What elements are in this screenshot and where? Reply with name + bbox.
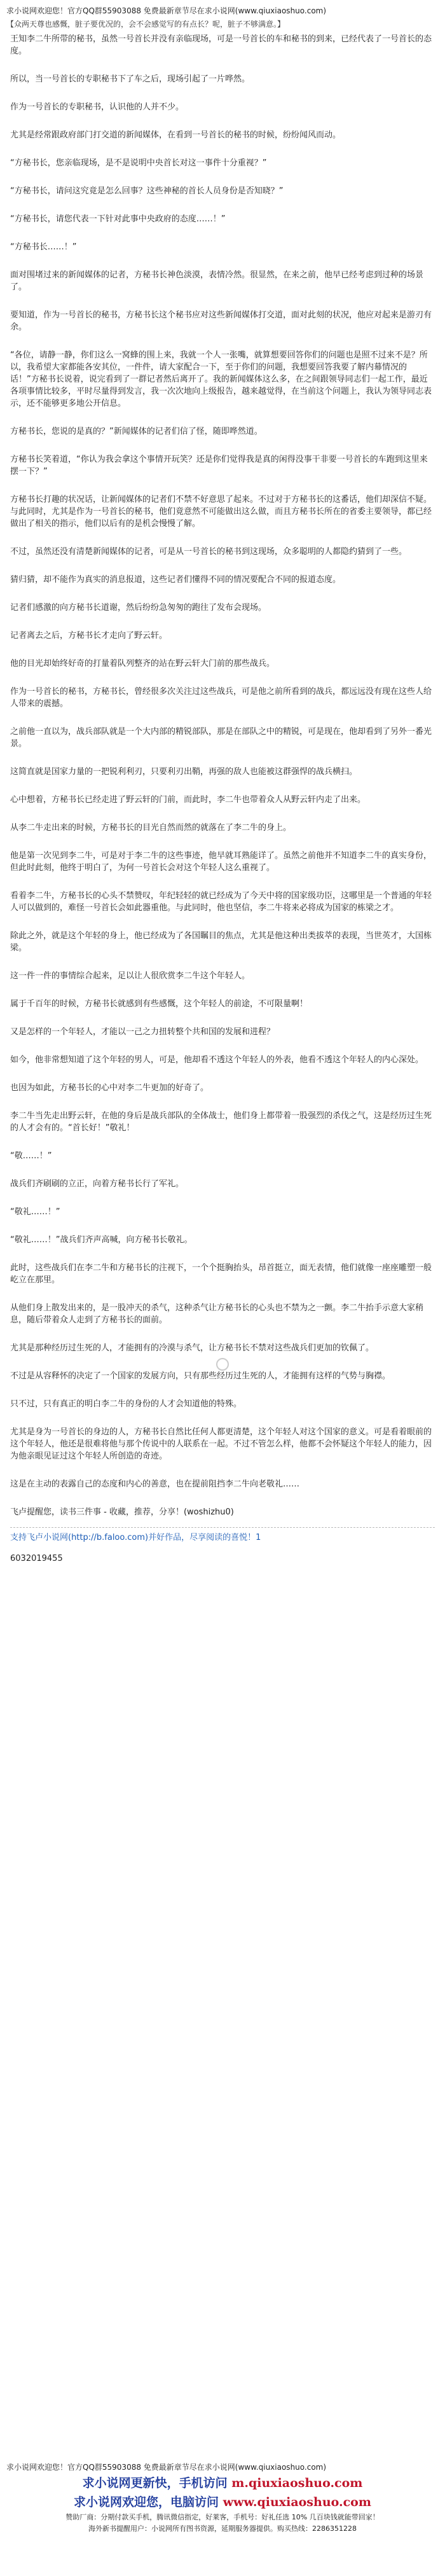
story-paragraph: 他的目光却始终好奇的打量着队列整齐的站在野云轩大门前的那些战兵。: [10, 659, 275, 668]
story-paragraph: “方秘书长，请问这究竟是怎么回事？这些神秘的首长人员身份是否知晓？”: [10, 186, 284, 196]
page-footer: [0, 2462, 445, 2535]
story-paragraph: 王知李二牛所带的秘书，虽然一号首长并没有亲临现场，可是一号首长的车和秘书的到来，已经代表了一号首长的态度。: [10, 34, 432, 56]
chapter-note: 【众两天尊也感慨，脏子要优况的，会不会感觉写的有点长？呢，脏子不够满意。】: [6, 20, 285, 29]
reading-tip: 飞卢提醒您，读书三件事 - 收藏，推荐，分享！(woshizhu0): [10, 1507, 234, 1517]
story-paragraph: “各位，请静一静，你们这么一窝蜂的围上来，我就一个人一张嘴，就算想要回答你们的问题也是照不过来不是？所以，我希望大家都能各安其位，一件件，请大家配合一下，至于你们的问题，我想要回答我要了解内幕情况的话！”方秘书长说着，说完看到了一群记者然后离开了。我的新闻媒体这么多，在之间跟领导同志们一起工作，最近各项事情比较多，平时尽量得到发言，我一次次地向上级报告，越来越觉得，在当前这个问题上，我认为领导同志表示，还不能够更多地公开信息。: [10, 350, 432, 408]
story-paragraph: 尤其是那种经历过生死的人，才能拥有的冷漠与杀气，让方秘书长不禁对这些战兵们更加的钦佩了。: [10, 1343, 374, 1353]
story-paragraph: “敬礼……！”战兵们齐声高喊，向方秘书长敬礼。: [10, 1235, 193, 1245]
story-paragraph: 从他们身上散发出来的，是一股冲天的杀气，这种杀气让方秘书长的心头也不禁为之一颤。李二牛抬手示意大家稍息，随后带着众人走到了方秘书长的面前。: [10, 1303, 424, 1325]
story-paragraph: 所以，当一号首长的专职秘书下了车之后，现场引起了一片哗然。: [10, 74, 250, 84]
story-paragraph: 也因为如此，方秘书长的心中对李二牛更加的好奇了。: [10, 1083, 209, 1093]
divider: [10, 1527, 435, 1528]
story-paragraph: 如今，他非常想知道了这个年轻的男人，可是，他却看不透这个年轻人的外表，他看不透这个年轻人的内心深处。: [10, 1055, 424, 1065]
story-paragraph: 从李二牛走出来的时候，方秘书长的目光自然而然的就落在了李二牛的身上。: [10, 823, 292, 833]
story-paragraph: 心中想着，方秘书长已经走进了野云轩的门前，而此时，李二牛也带着众人从野云轩内走了出来。: [10, 795, 366, 805]
story-paragraph: “方秘书长……！”: [10, 242, 77, 252]
story-paragraph: 方秘书长笑着道，“你认为我会拿这个事情开玩笑？还是你们觉得我是真的闲得没事干非要一号首长的车跑到这里来摆一下？”: [10, 455, 428, 476]
desktop-access-line: [6, 2493, 439, 2512]
story-paragraph: 这是在主动的表露自己的态度和内心的善意，也在提前阻挡李二牛向老敬礼……: [10, 1479, 300, 1489]
desktop-access-link[interactable]: www.qiuxiaoshuo.com: [222, 2495, 371, 2509]
story-paragraph: 方秘书长，您说的是真的？”新闻媒体的记者们信了怪，随即哗然道。: [10, 427, 263, 436]
story-paragraph: 他是第一次见到李二牛，可是对于李二牛的这些事迹，他早就耳熟能详了。虽然之前他并不知道李二牛的真实身份，但此时此刻，他终于明白了，为何一号首长会对这个年轻人这么重视了。: [10, 851, 432, 873]
mobile-access-link[interactable]: m.qiuxiaoshuo.com: [231, 2476, 363, 2490]
story-paragraph: “敬礼……！”: [10, 1207, 60, 1217]
story-paragraph: 方秘书长打趣的状况话，让新闻媒体的记者们不禁不好意思了起来。不过对于方秘书长的这番话，他们却深信不疑。与此同时，尤其是作为一号首长的秘书，他们竟意然不可能做出这么做，而且方秘书长所在的省委主要领导，都已经做出了相关的指示，他们以后有的是机会慢慢了解。: [10, 495, 432, 529]
story-paragraph: 尤其是经常跟政府部门打交道的新闻媒体，在看到一号首长的秘书的时候，纷纷闻风而动。: [10, 130, 341, 140]
story-paragraph: 这简直就是国家力量的一把锐利利刃，只要利刃出鞘，再强的敌人也能被这群强悍的战兵横扫。: [10, 767, 358, 777]
footer-notice: 求小说网欢迎您！官方QQ群55903088 免费最新章节尽在求小说网(www.qiuxiaoshuo.com): [6, 2463, 327, 2472]
chapter-content: [0, 31, 445, 1565]
story-paragraph: “方秘书长，请您代表一下针对此事中央政府的态度……！”: [10, 214, 226, 224]
story-paragraph: 要知道，作为一号首长的秘书，方秘书长这个秘书应对这些新闻媒体打交道，面对此刻的状况，他应对起来是游刃有余。: [10, 310, 432, 332]
story-paragraph: 属于千百年的时候，方秘书长就感到有些感慨，这个年轻人的前途，不可限量啊！: [10, 999, 308, 1009]
chapter-code: 6032019455: [10, 1554, 63, 1563]
story-paragraph: 这一件一件的事情综合起来，足以让人很欣赏李二牛这个年轻人。: [10, 971, 250, 981]
story-paragraph: 不过是从容释怀的决定了一个国家的发展方向，只有那些经历过生死的人，才能拥有这样的气势与胸襟。: [10, 1371, 391, 1381]
story-paragraph: 看着李二牛，方秘书长的心头不禁赞叹，年纪轻轻的就已经成为了今天中将的国家级功臣，这哪里是一个普通的年轻人可以做到的，难怪一号首长会如此器重他。与此同时，他也坚信，李二牛将来必将成为国家的栋梁之才。: [10, 891, 432, 913]
support-link[interactable]: 支持飞卢小说网(http://b.faloo.com)并好作品，尽享阅读的喜悦！1: [10, 1533, 261, 1542]
story-paragraph: 作为一号首长的专职秘书，认识他的人并不少。: [10, 102, 184, 112]
story-paragraph: 此时，这些战兵们在李二牛和方秘书长的注视下，一个个挺胸抬头，昂首挺立，面无表情，他们就像一座座雕塑一般屹立在那里。: [10, 1263, 432, 1285]
story-paragraph: 作为一号首长的秘书，方秘书长，曾经很多次关注过这些战兵，可是他之前所看到的战兵，都远远没有现在这些人给人带来的震撼。: [10, 687, 432, 709]
story-paragraph: 猜归猜，却不能作为真实的消息报道，这些记者们懂得不同的情况要配合不同的报道态度。: [10, 575, 341, 585]
story-paragraph: 面对围堵过来的新闻媒体的记者，方秘书长神色淡漠，表情冷然。很显然，在来之前，他早已经考虑到过种的场景了。: [10, 270, 424, 292]
sponsor-line: 赞助厂商：分期付款买手机，腾讯微信指定，好莱客，手机号：好礼任选 10% 几百块钱就能带回家！: [65, 2513, 380, 2521]
mobile-access-line: [6, 2474, 439, 2493]
story-paragraph: 除此之外，就是这个年轻的身上，他已经成为了各国瞩目的焦点，尤其是他这种出类拔萃的表现，当世英才，大国栋梁。: [10, 931, 432, 953]
desktop-access-prefix: 求小说网欢迎您，电脑访问: [74, 2495, 219, 2509]
story-paragraph: 战兵们齐刷刷的立正，向着方秘书长行了军礼。: [10, 1179, 184, 1189]
story-paragraph: 尤其是身为一号首长的身边的人，方秘书长自然比任何人都更清楚，这个年轻人对这个国家的意义。可是看着眼前的这个年轻人，他还是很难将他与那个传说中的人联系在一起。不过不管怎么样，他都不会怀疑这个年轻人的能力，因为他亲眼见证过这个年轻人所创造的奇迹。: [10, 1427, 432, 1461]
story-paragraph: 又是怎样的一个年轻人，才能以一己之力扭转整个共和国的发展和进程？: [10, 1027, 275, 1037]
story-paragraph: 记者离去之后，方秘书长才走向了野云轩。: [10, 631, 168, 641]
story-paragraph: “敬……！”: [10, 1151, 52, 1161]
story-paragraph: 李二牛当先走出野云轩，在他的身后是战兵部队的全体战士，他们身上都带着一股强烈的杀伐之气，这是经历过生死的人才会有的。“首长好！”敬礼！: [10, 1111, 432, 1133]
story-paragraph: 之前他一直以为，战兵部队就是一个大内部的精锐部队，那是在部队之中的精锐，可是现在，他却看到了另外一番光景。: [10, 727, 432, 749]
story-paragraph: 不过，虽然还没有清楚新闻媒体的记者，可是从一号首长的秘书到这现场，众多聪明的人都隐约猜到了一些。: [10, 547, 407, 557]
story-paragraph: “方秘书长，您亲临现场，是不是说明中央首长对这一事件十分重视？”: [10, 158, 267, 168]
story-paragraph: 只不过，只有真正的明白李二牛的身份的人才会知道他的特殊。: [10, 1399, 242, 1409]
loading-icon: [216, 1358, 229, 1371]
site-notice: 求小说网欢迎您！官方QQ群55903088 免费最新章节尽在求小说网(www.qiuxiaoshuo.com): [6, 6, 327, 15]
mobile-access-prefix: 求小说网更新快，手机访问: [82, 2476, 228, 2490]
story-paragraph: 记者们感激的向方秘书长道谢，然后纷纷急匆匆的跑往了发布会现场。: [10, 603, 267, 613]
disclaimer-line: 海外新书提醒用户：小说网所有图书资源，延期服务器提供。购买热线：2286351228: [88, 2524, 357, 2533]
